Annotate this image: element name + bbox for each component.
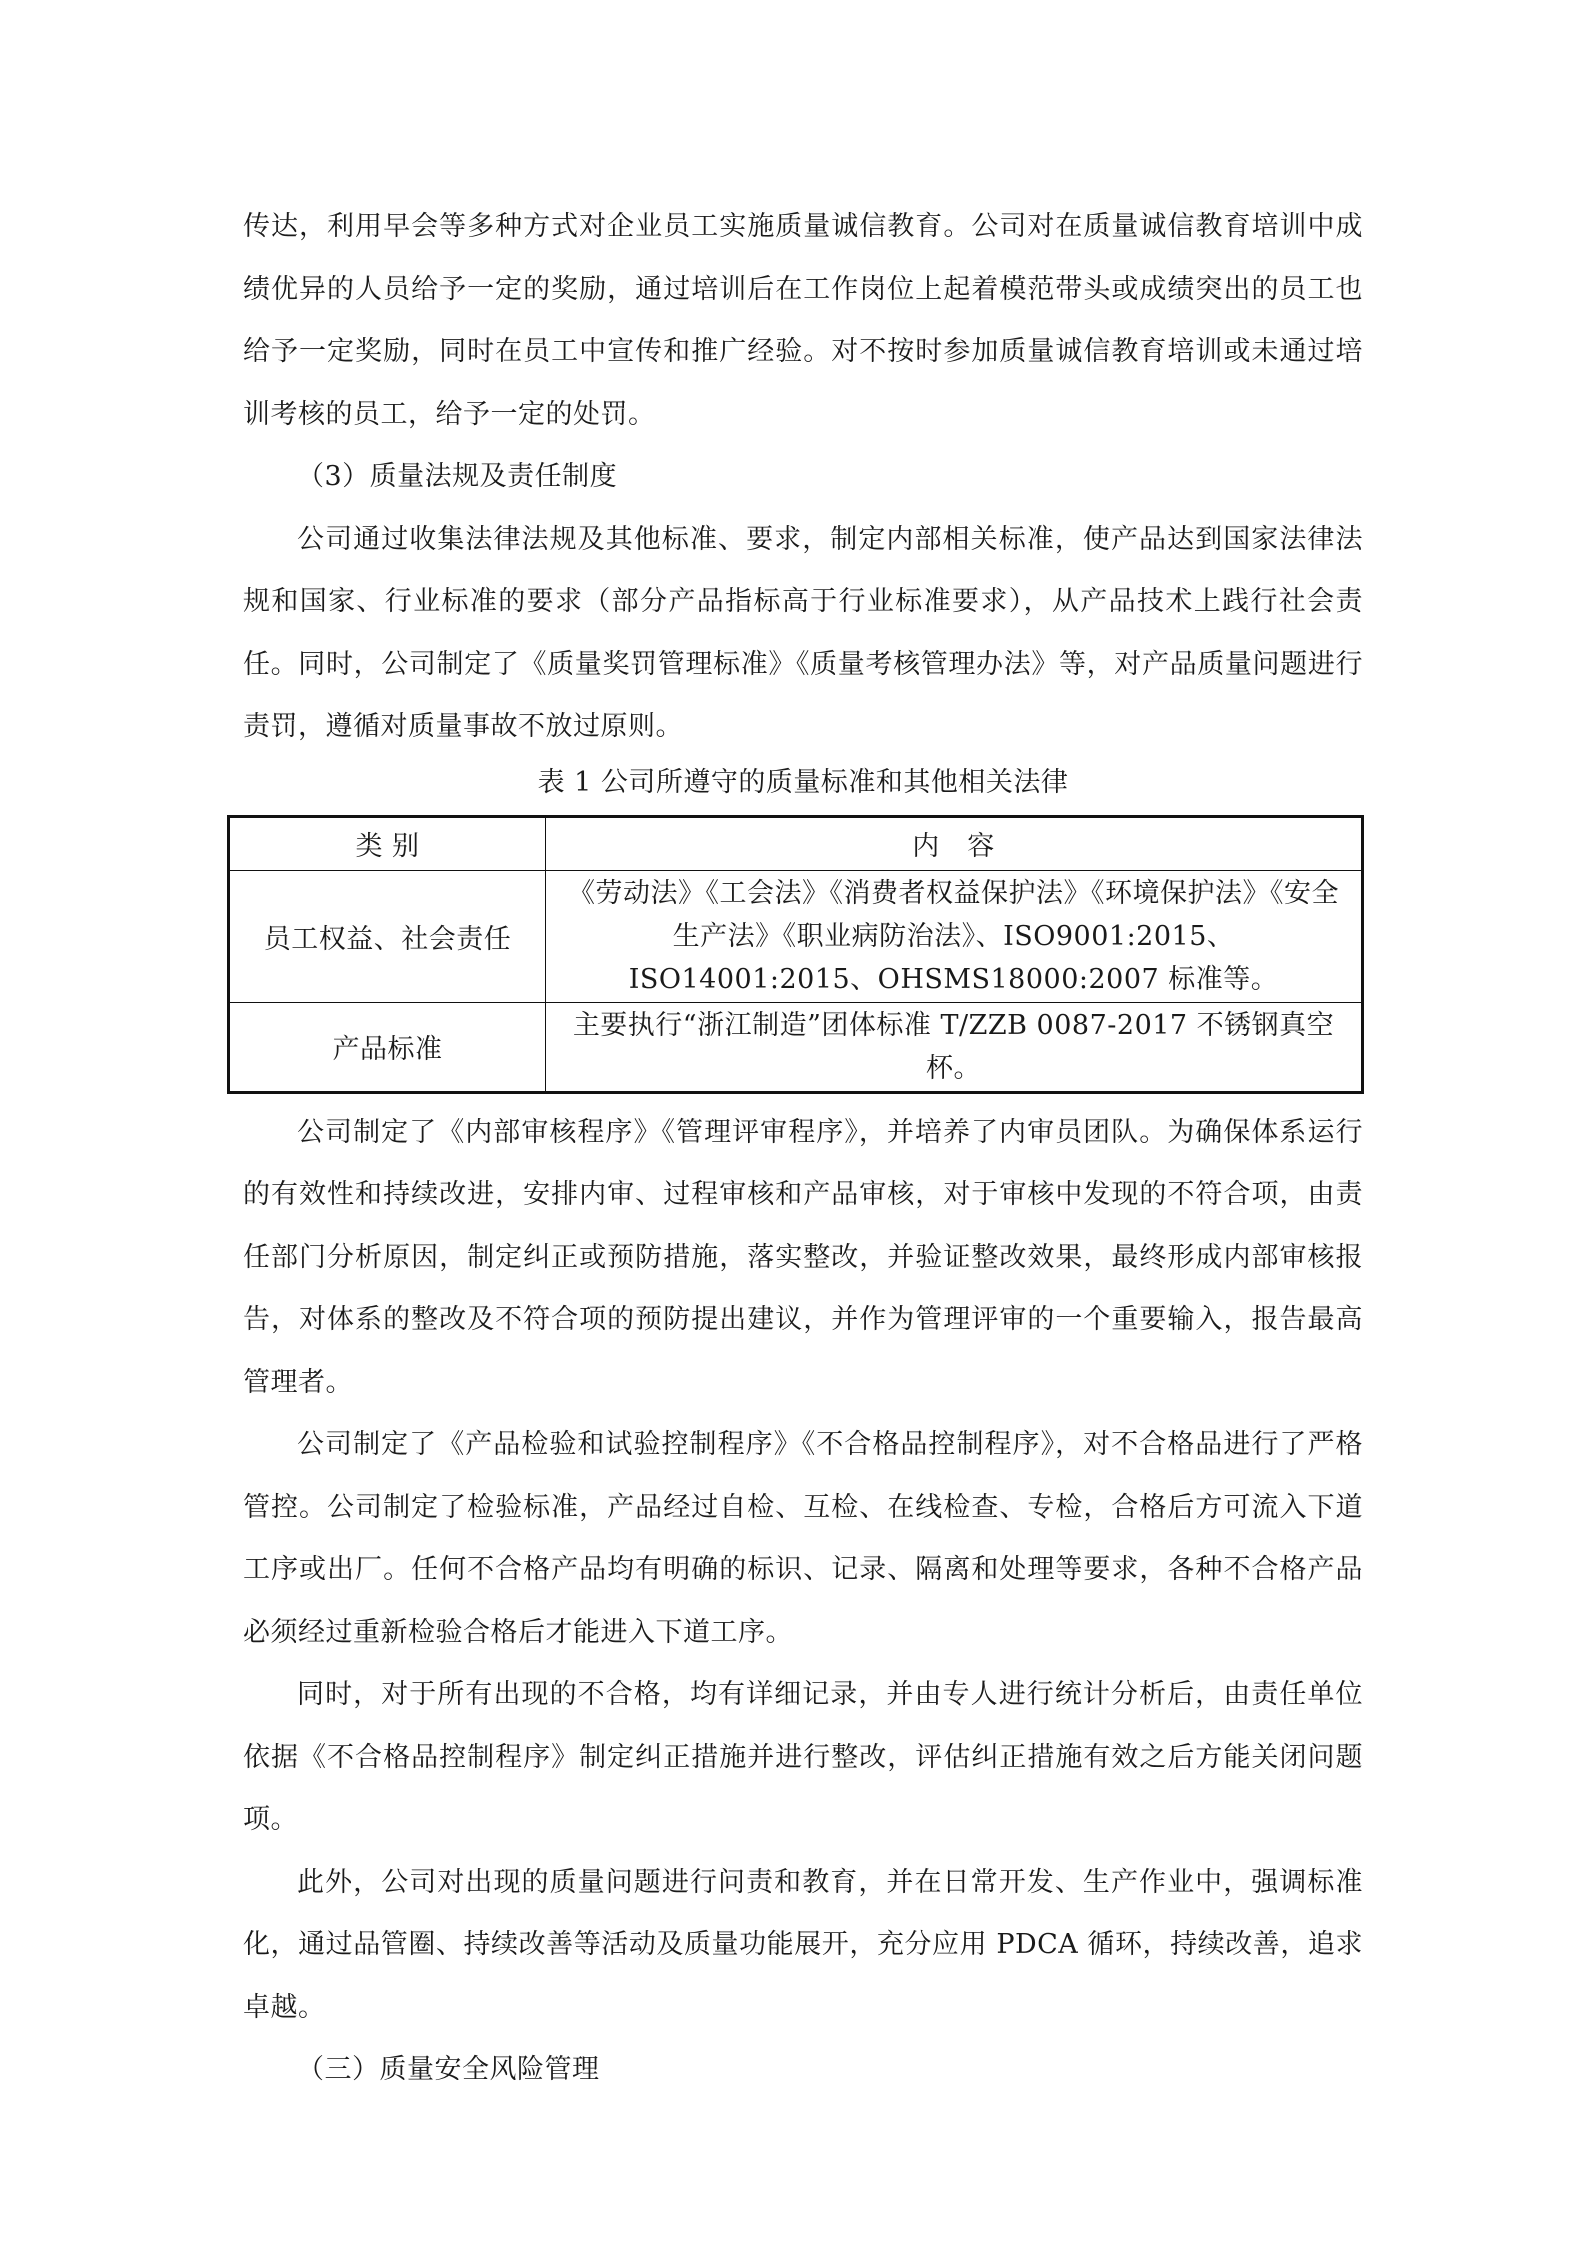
subheading-quality-regulations: （3）质量法规及责任制度 [297,461,618,492]
table-row [229,1002,1363,1092]
section-heading-risk-management: （三）质量安全风险管理 [297,2054,600,2085]
row-content: 主要执行“浙江制造”团体标准 T/ZZB 0087-2017 不锈钢真空杯。 [546,1002,1363,1092]
header-category: 类 别 [229,816,546,870]
paragraph-nonconformity: 同时，对于所有出现的不合格，均有详细记录，并由专人进行统计分析后，由责任单位依据《不合格品控制程序》制定纠正措施并进行整改，评估纠正措施有效之后方能关闭问题项。 [243,1679,1363,1835]
paragraph-improvement: 此外，公司对出现的质量问题进行问责和教育，并在日常开发、生产作业中，强调标准化，通过品管圈、持续改善等活动及质量功能展开，充分应用 PDCA 循环，持续改善，追求卓越。 [243,1866,1363,2023]
table-caption: 表 1 公司所遵守的质量标准和其他相关法律 [537,766,1069,798]
row-category: 员工权益、社会责任 [229,870,546,1002]
paragraph-regulations: 公司通过收集法律法规及其他标准、要求，制定内部相关标准，使产品达到国家法律法规和国家、行业标准的要求（部分产品指标高于行业标准要求），从产品技术上践行社会责任。同时，公司制定了《质量奖罚管理标准》《质量考核管理办法》等，对产品质量问题进行责罚，遵循对质量事故不放过原则。 [243,523,1363,742]
table-row [229,870,1363,1002]
header-content: 内 容 [546,816,1363,870]
document-body [243,196,1363,2102]
row-category: 产品标准 [229,1002,546,1092]
paragraph-internal-audit: 公司制定了《内部审核程序》《管理评审程序》，并培养了内审员团队。为确保体系运行的有效性和持续改进，安排内审、过程审核和产品审核，对于审核中发现的不符合项，由责任部门分析原因，制定纠正或预防措施，落实整改，并验证整改效果，最终形成内部审核报告，对体系的整改及不符合项的预防提出建议，并作为管理评审的一个重要输入，报告最高管理者。 [243,1116,1363,1398]
paragraph-quality-education: 传达，利用早会等多种方式对企业员工实施质量诚信教育。公司对在质量诚信教育培训中成绩优异的人员给予一定的奖励，通过培训后在工作岗位上起着模范带头或成绩突出的员工也给予一定奖励，同时在员工中宣传和推广经验。对不按时参加质量诚信教育培训或未通过培训考核的员工，给予一定的处罚。 [243,211,1363,430]
paragraph-inspection: 公司制定了《产品检验和试验控制程序》《不合格品控制程序》，对不合格品进行了严格管控。公司制定了检验标准，产品经过自检、互检、在线检查、专检，合格后方可流入下道工序或出厂。任何不合格产品均有明确的标识、记录、隔离和处理等要求，各种不合格产品必须经过重新检验合格后才能进入下道工序。 [243,1429,1363,1648]
table-header-row [229,816,1363,870]
standards-table [227,815,1364,1094]
spacer [243,1094,1363,1102]
row-content: 《劳动法》《工会法》《消费者权益保护法》《环境保护法》《安全生产法》《职业病防治法》、ISO9001:2015、ISO14001:2015、OHSMS18000:2007 标准等。 [546,870,1363,1002]
